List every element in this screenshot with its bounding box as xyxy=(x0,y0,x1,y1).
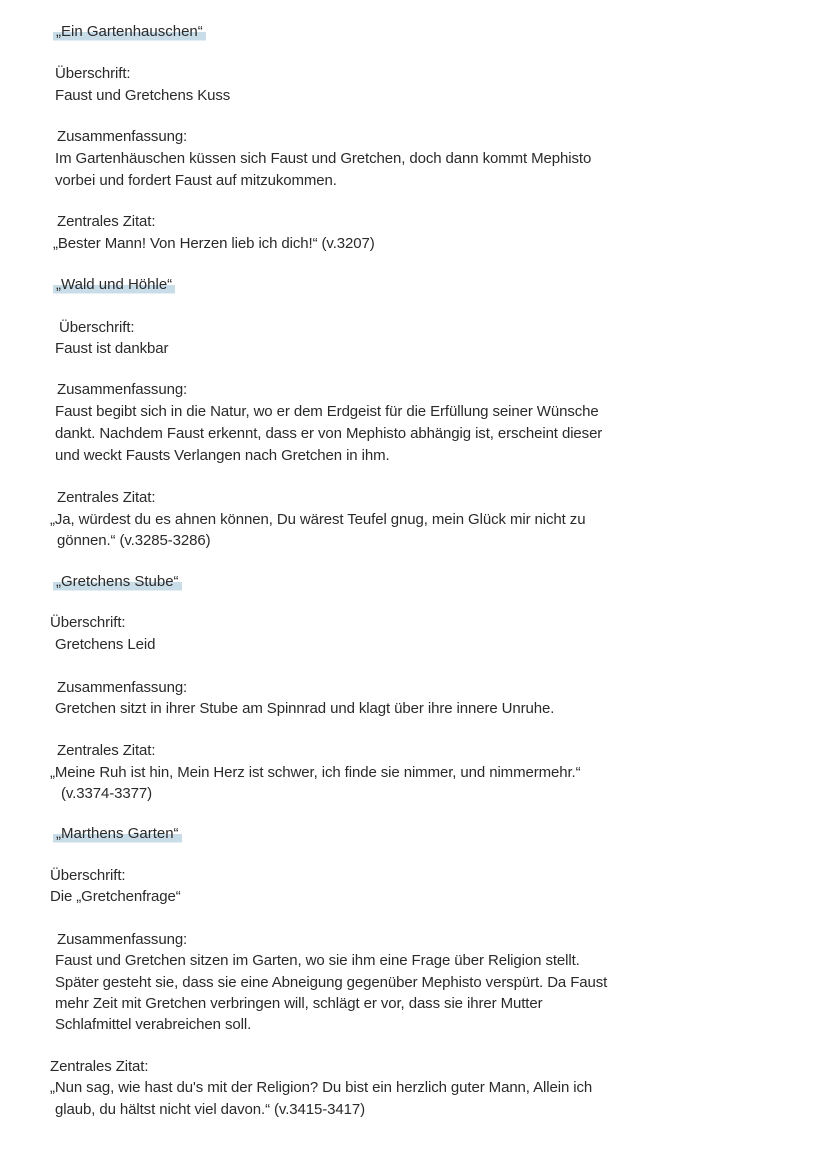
zitat-label: Zentrales Zitat: xyxy=(57,213,156,230)
zitat-line: glaub, du hältst nicht viel davon.“ (v.3415-3417) xyxy=(55,1101,366,1118)
zusammenfassung-line: und weckt Fausts Verlangen nach Gretchen in ihm. xyxy=(55,447,390,464)
zusammenfassung-line: Faust und Gretchen sitzen im Garten, wo sie ihm eine Frage über Religion stellt. xyxy=(55,952,580,969)
ueberschrift-text: Faust ist dankbar xyxy=(55,340,169,357)
zitat-line: gönnen.“ (v.3285-3286) xyxy=(57,532,211,549)
zitat-line: „Ja, würdest du es ahnen können, Du wärest Teufel gnug, mein Glück mir nicht zu xyxy=(50,511,586,528)
scene-title: „Marthens Garten“ xyxy=(53,823,182,844)
scene-title: „Ein Gartenhauschen“ xyxy=(53,21,206,42)
ueberschrift-text: Die „Gretchenfrage“ xyxy=(50,888,181,905)
zitat-line: (v.3374-3377) xyxy=(61,785,152,802)
zitat-label: Zentrales Zitat: xyxy=(50,1058,149,1075)
zusammenfassung-line: Später gesteht sie, dass sie eine Abneigung gegenüber Mephisto verspürt. Da Faust xyxy=(55,974,608,991)
ueberschrift-label: Überschrift: xyxy=(55,65,131,82)
zusammenfassung-line: Im Gartenhäuschen küssen sich Faust und Gretchen, doch dann kommt Mephisto xyxy=(55,150,592,167)
zitat-label: Zentrales Zitat: xyxy=(57,742,156,759)
zusammenfassung-line: Gretchen sitzt in ihrer Stube am Spinnrad und klagt über ihre innere Unruhe. xyxy=(55,700,555,717)
zusammenfassung-line: mehr Zeit mit Gretchen verbringen will, schlägt er vor, dass sie ihrer Mutter xyxy=(55,995,543,1012)
scene-title: „Wald und Höhle“ xyxy=(53,274,175,295)
ueberschrift-label: Überschrift: xyxy=(59,319,135,336)
zitat-label: Zentrales Zitat: xyxy=(57,489,156,506)
ueberschrift-text: Faust und Gretchens Kuss xyxy=(55,87,231,104)
zusammenfassung-line: Faust begibt sich in die Natur, wo er dem Erdgeist für die Erfüllung seiner Wünsche xyxy=(55,403,599,420)
ueberschrift-text: Gretchens Leid xyxy=(55,636,156,653)
zusammenfassung-label: Zusammenfassung: xyxy=(57,679,188,696)
zusammenfassung-label: Zusammenfassung: xyxy=(57,381,188,398)
ueberschrift-label: Überschrift: xyxy=(50,867,126,884)
zusammenfassung-line: Schlafmittel verabreichen soll. xyxy=(55,1016,252,1033)
zusammenfassung-label: Zusammenfassung: xyxy=(57,931,188,948)
zitat-line: „Nun sag, wie hast du's mit der Religion? Du bist ein herzlich guter Mann, Allein ich xyxy=(50,1079,593,1096)
ueberschrift-label: Überschrift: xyxy=(50,614,126,631)
zusammenfassung-line: dankt. Nachdem Faust erkennt, dass er von Mephisto abhängig ist, erscheint dieser xyxy=(55,425,603,442)
zusammenfassung-label: Zusammenfassung: xyxy=(57,128,188,145)
zitat-line: „Bester Mann! Von Herzen lieb ich dich!“ (v.3207) xyxy=(53,235,375,252)
scene-title: „Gretchens Stube“ xyxy=(53,571,182,592)
zitat-line: „Meine Ruh ist hin, Mein Herz ist schwer, ich finde sie nimmer, und nimmermehr.“ xyxy=(50,764,581,781)
zusammenfassung-line: vorbei und fordert Faust auf mitzukommen. xyxy=(55,172,337,189)
